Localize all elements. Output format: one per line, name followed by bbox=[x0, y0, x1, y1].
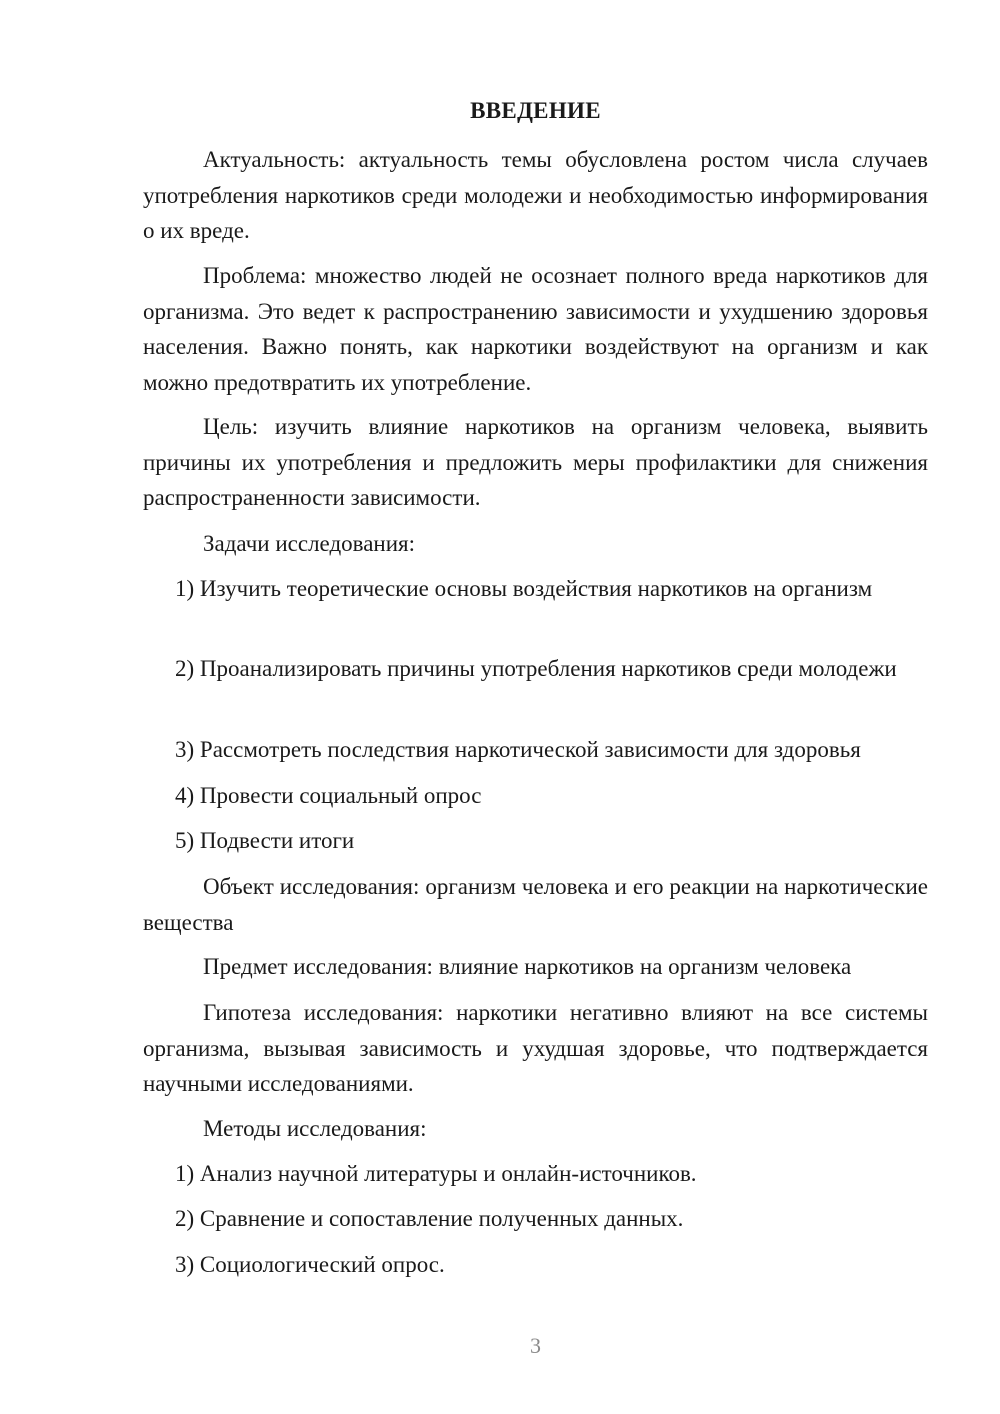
methods-heading: Методы исследования: bbox=[203, 1116, 427, 1141]
task-item-1: 1) Изучить теоретические основы воздействия наркотиков на организм bbox=[175, 576, 873, 601]
method-item-3: 3) Социологический опрос. bbox=[175, 1252, 445, 1277]
problem-paragraph: Проблема: множество людей не осознает полного вреда наркотиков для организма. Это ведет к распространению зависимости и ухудшению здоровья населения. Важно понять, как наркотики воздействуют на организм и как можно предотвратить их употребление. bbox=[143, 263, 928, 395]
method-item-1: 1) Анализ научной литературы и онлайн-источников. bbox=[175, 1161, 697, 1186]
method-item-2: 2) Сравнение и сопоставление полученных данных. bbox=[175, 1206, 684, 1231]
hypothesis-paragraph: Гипотеза исследования: наркотики негативно влияют на все системы организма, вызывая зависимость и ухудшая здоровье, что подтверждается научными исследованиями. bbox=[143, 1000, 928, 1096]
section-heading: ВВЕДЕНИЕ bbox=[470, 98, 601, 123]
task-item-2: 2) Проанализировать причины употребления наркотиков среди молодежи bbox=[175, 656, 897, 681]
task-item-3: 3) Рассмотреть последствия наркотической зависимости для здоровья bbox=[175, 737, 861, 762]
subject-paragraph: Предмет исследования: влияние наркотиков на организм человека bbox=[203, 954, 852, 979]
task-item-4: 4) Провести социальный опрос bbox=[175, 783, 482, 808]
page-number: 3 bbox=[530, 1333, 541, 1358]
goal-paragraph: Цель: изучить влияние наркотиков на организм человека, выявить причины их употребления и предложить меры профилактики для снижения распространенности зависимости. bbox=[143, 414, 928, 510]
object-paragraph: Объект исследования: организм человека и его реакции на наркотические вещества bbox=[143, 874, 928, 935]
relevance-paragraph: Актуальность: актуальность темы обусловлена ростом числа случаев употребления наркотиков среди молодежи и необходимостью информирования о их вреде. bbox=[143, 147, 928, 243]
task-item-5: 5) Подвести итоги bbox=[175, 828, 355, 853]
tasks-heading: Задачи исследования: bbox=[203, 531, 416, 556]
